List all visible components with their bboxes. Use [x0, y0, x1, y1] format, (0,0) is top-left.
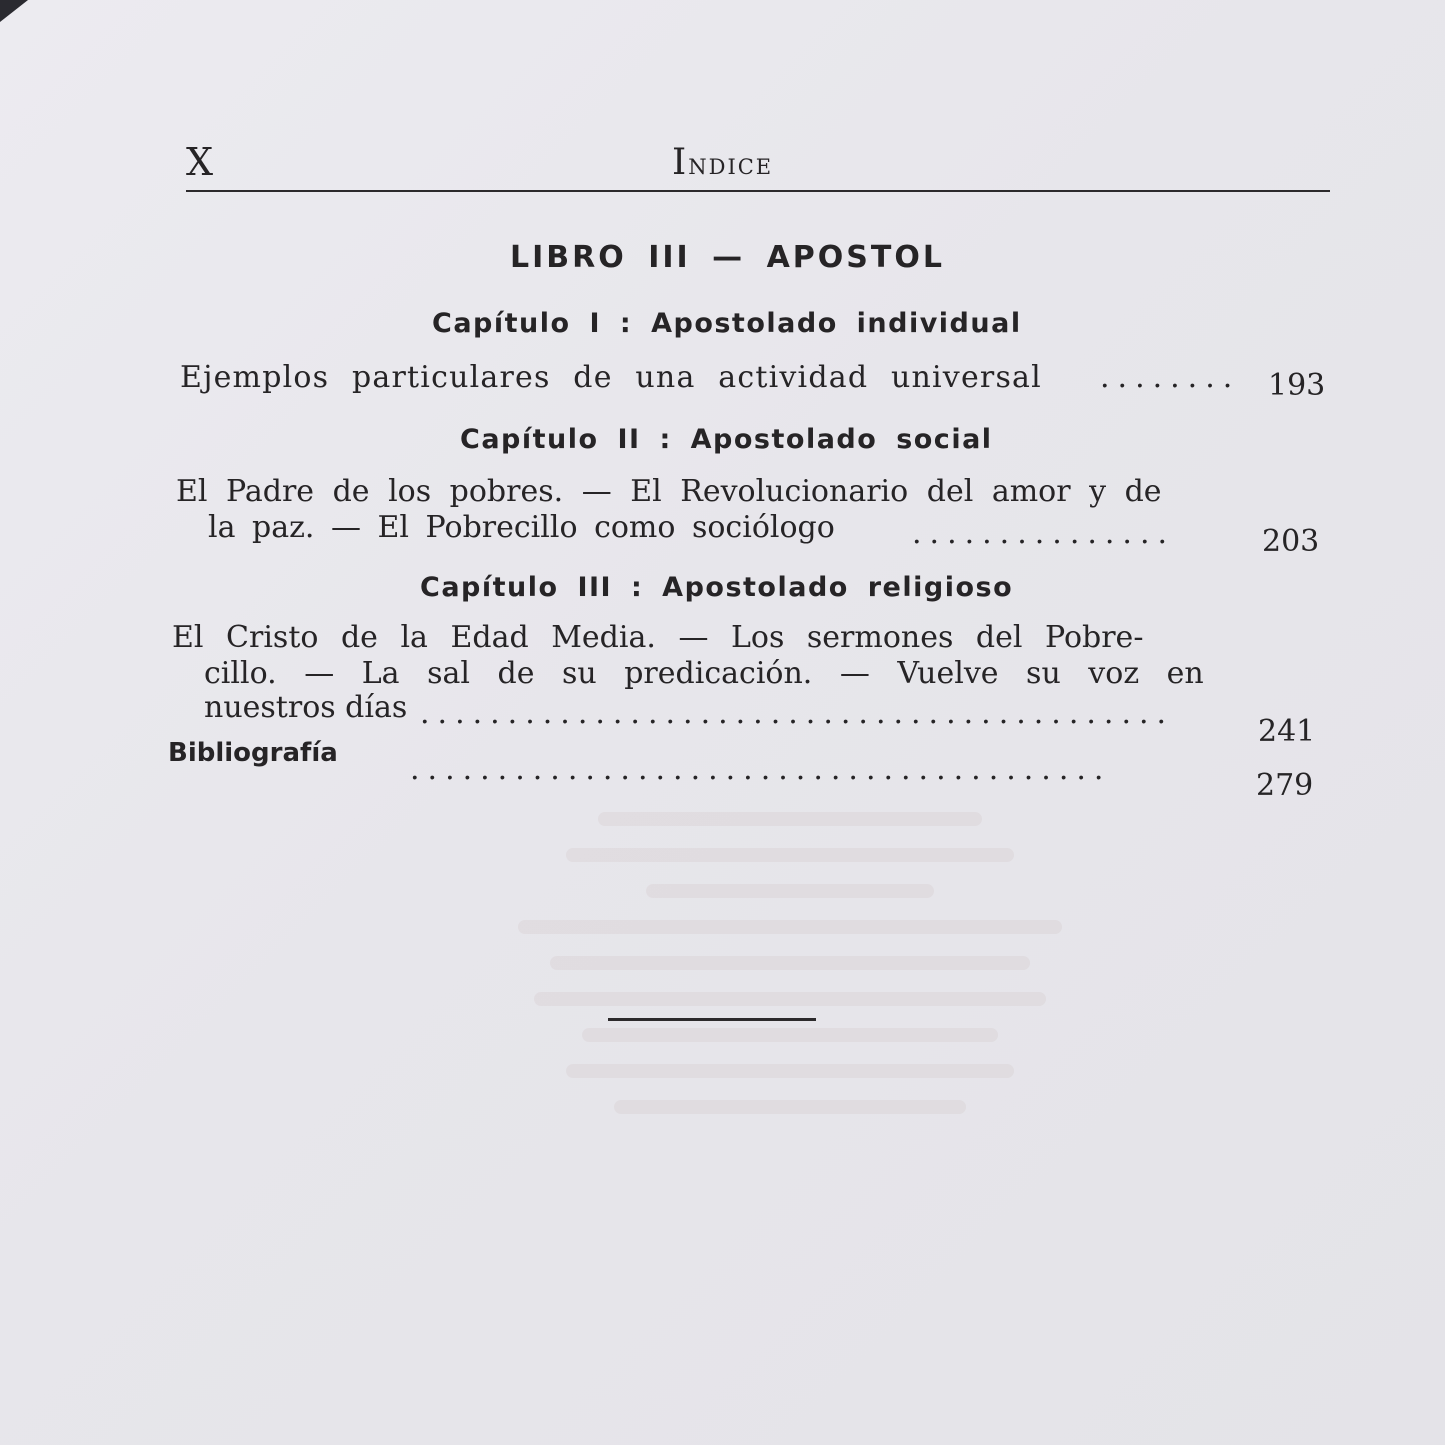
chapter-3-line-2: cillo. — La sal de su predicación. — Vuelve su voz en	[204, 656, 1204, 691]
bibliography-label: Bibliografía	[168, 738, 338, 768]
bleed-through-ghost	[470, 790, 1110, 1350]
chapter-2-line-1: El Padre de los pobres. — El Revolucionario del amor y de	[176, 474, 1162, 509]
chapter-3-line-3: nuestros días	[204, 690, 408, 725]
chapter-1-heading: Capítulo I : Apostolado individual	[432, 308, 1022, 339]
bibliography-leader: ........................................	[410, 752, 1112, 787]
chapter-3-line-1: El Cristo de la Edad Media. — Los sermones del Pobre-	[172, 620, 1144, 655]
chapter-1-page: 193	[1268, 368, 1326, 403]
page-corner-shadow	[0, 0, 28, 22]
chapter-2-heading: Capítulo II : Apostolado social	[460, 424, 993, 455]
chapter-3-page: 241	[1258, 714, 1316, 749]
bibliography-page: 279	[1256, 768, 1314, 803]
chapter-3-heading: Capítulo III : Apostolado religioso	[420, 572, 1014, 603]
running-title: Indice	[672, 142, 774, 183]
chapter-1-line-1: Ejemplos particulares de una actividad universal	[180, 360, 1042, 395]
chapter-2-page: 203	[1262, 524, 1320, 559]
chapter-2-line-2: la paz. — El Pobrecillo como sociólogo	[208, 510, 835, 545]
header-rule	[186, 190, 1330, 192]
chapter-2-leader: ...............	[912, 516, 1176, 551]
closing-divider	[608, 1018, 816, 1021]
book-title: LIBRO III — APOSTOL	[510, 240, 945, 275]
page-number: X	[186, 140, 215, 184]
chapter-1-leader: ........	[1100, 360, 1241, 395]
chapter-3-leader: ...........................................	[420, 696, 1175, 731]
